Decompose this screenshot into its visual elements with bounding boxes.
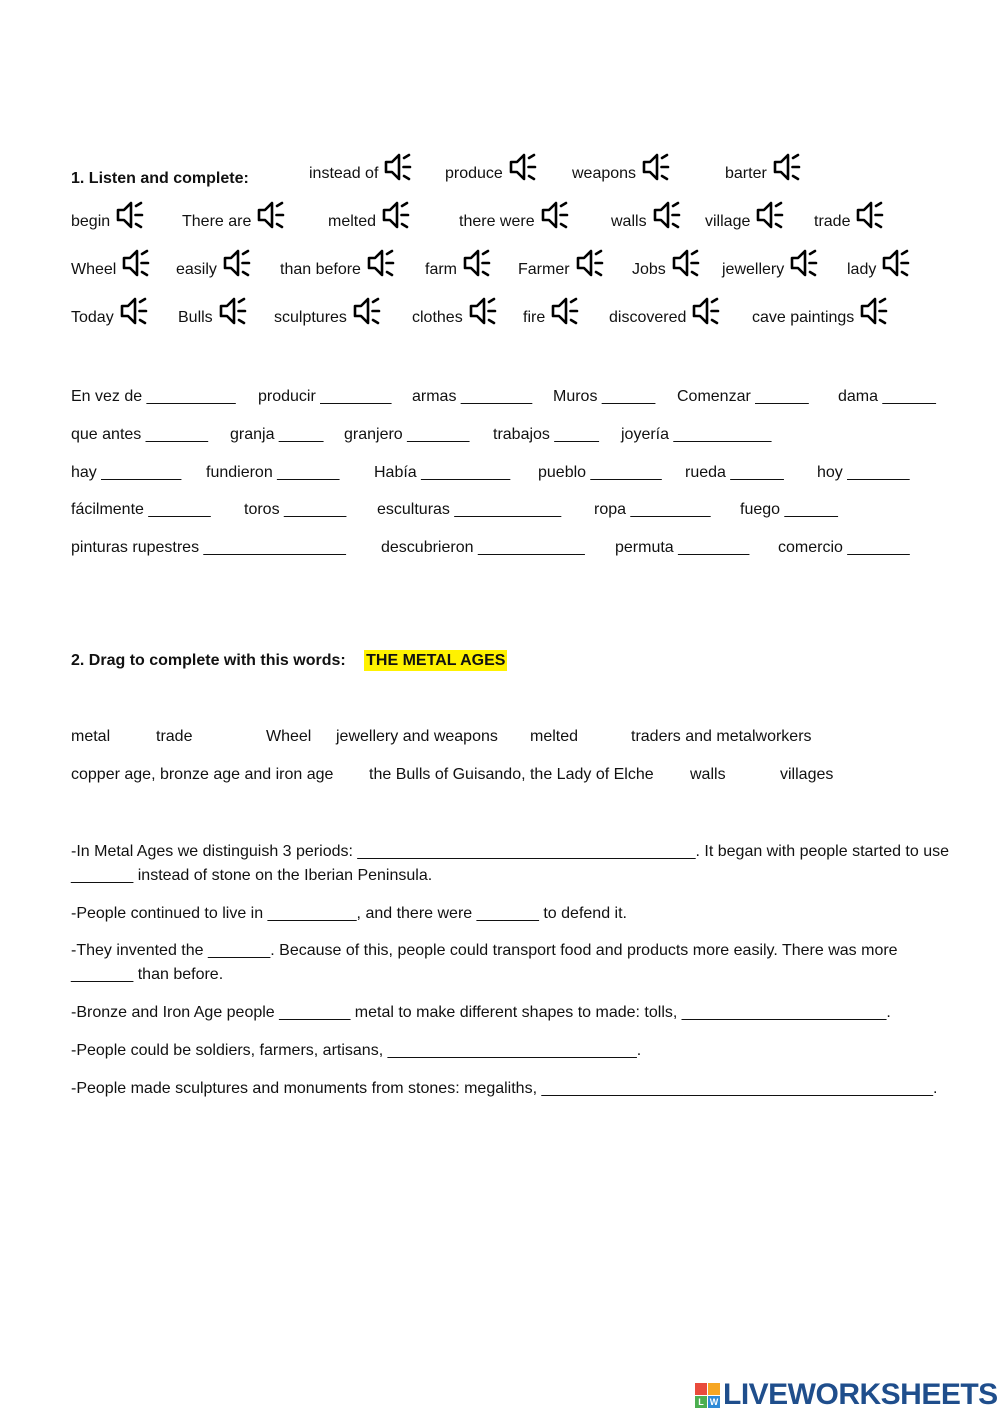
audio-word[interactable] [280,248,396,280]
audio-word[interactable] [71,248,151,280]
word-bank-row-1 [71,728,971,750]
speaker-icon[interactable] [772,152,802,182]
audio-word-label: clothes [412,309,463,326]
translation-blank[interactable]: que antes _______ [71,426,209,443]
translation-row-3 [71,464,971,486]
speaker-icon[interactable] [366,248,396,278]
audio-word-label: there were [459,213,535,230]
audio-word[interactable] [705,200,785,232]
translation-blank[interactable]: armas ________ [412,388,533,405]
translation-blank[interactable]: Había __________ [374,464,511,481]
speaker-icon[interactable] [855,200,885,230]
audio-word[interactable] [847,248,911,280]
speaker-icon[interactable] [881,248,911,278]
speaker-icon[interactable] [115,200,145,230]
translation-blank[interactable]: Muros ______ [553,388,656,405]
translation-row-1 [71,388,971,410]
audio-word[interactable] [412,296,498,328]
audio-word-label: Today [71,309,114,326]
speaker-icon[interactable] [508,152,538,182]
audio-word-label: Wheel [71,261,117,278]
audio-word[interactable] [178,296,248,328]
word-bank-item[interactable]: villages [780,766,834,783]
speaker-icon[interactable] [575,248,605,278]
speaker-icon[interactable] [218,296,248,326]
translation-blank[interactable]: permuta ________ [615,539,750,556]
translation-blank[interactable]: fuego ______ [740,501,838,518]
audio-word-label: barter [725,165,767,182]
audio-word-label: begin [71,213,111,230]
audio-word[interactable] [71,200,145,232]
translation-blank[interactable]: dama ______ [838,388,936,405]
audio-row-4 [71,296,971,336]
logo-mark-square [695,1383,707,1395]
speaker-icon[interactable] [755,200,785,230]
liveworksheets-logo [695,1378,998,1412]
translation-blank[interactable]: granjero _______ [344,426,470,443]
audio-word-label: farm [425,261,457,278]
section2-title: THE METAL AGES [366,652,506,669]
word-bank-item[interactable]: the Bulls of Guisando, the Lady of Elche [369,766,654,783]
audio-word-label: trade [814,213,851,230]
section2-header [71,652,507,670]
audio-word-label: melted [328,213,377,230]
translation-blank[interactable]: trabajos _____ [493,426,599,443]
word-bank-item[interactable]: melted [530,728,579,745]
translation-blank[interactable]: hay _________ [71,464,182,481]
speaker-icon[interactable] [671,248,701,278]
audio-word-label: Bulls [178,309,213,326]
audio-word[interactable] [814,200,885,232]
audio-word-label: than before [280,261,361,278]
audio-word[interactable] [722,248,819,280]
translation-blank[interactable]: toros _______ [244,501,347,518]
audio-word-label: cave paintings [752,309,855,326]
speaker-icon[interactable] [652,200,682,230]
audio-word[interactable] [71,296,149,328]
translation-row-4 [71,501,971,523]
logo-mark-square: W [709,1396,719,1407]
audio-word-label: sculptures [274,309,347,326]
audio-word[interactable] [425,248,492,280]
section2-heading: 2. Drag to complete with this words: [71,652,346,669]
audio-word[interactable] [518,248,605,280]
translation-blank[interactable]: hoy _______ [817,464,910,481]
audio-word-label: There are [182,213,252,230]
speaker-icon[interactable] [641,152,671,182]
sentence-3[interactable]: -They invented the _______. Because of this, people could transport food and products more easily. There was more _______ than before. [71,942,898,983]
translation-row-5 [71,539,971,561]
word-bank-item[interactable]: metal [71,728,111,745]
translation-blank[interactable]: esculturas ____________ [377,501,562,518]
audio-word-label: village [705,213,751,230]
translation-blank[interactable]: Comenzar ______ [677,388,809,405]
audio-word-label: Farmer [518,261,570,278]
logo-text: LIVEWORKSHEETS [723,1378,998,1411]
translation-blank[interactable]: pueblo ________ [538,464,662,481]
sentence-6[interactable]: -People made sculptures and monuments from stones: megaliths, ____________________________________________. [71,1080,938,1097]
audio-word[interactable] [459,200,570,232]
audio-word-label: discovered [609,309,687,326]
speaker-icon[interactable] [789,248,819,278]
translation-blank[interactable]: rueda ______ [685,464,784,481]
section1-heading: 1. Listen and complete: [71,170,249,187]
translation-blank[interactable]: En vez de __________ [71,388,236,405]
audio-word-label: fire [523,309,546,326]
speaker-icon[interactable] [121,248,151,278]
word-bank-item[interactable]: jewellery and weapons [336,728,498,745]
audio-word-label: lady [847,261,877,278]
speaker-icon[interactable] [468,296,498,326]
word-bank-row-2 [71,766,971,788]
translation-blank[interactable]: pinturas rupestres ________________ [71,539,346,556]
audio-row-2 [71,200,971,240]
sentence-1[interactable]: -In Metal Ages we distinguish 3 periods: ______________________________________. It began with people started to use _______ instead of stone on the Iberian Peninsula. [71,843,950,884]
audio-word-label: walls [611,213,647,230]
speaker-icon[interactable] [256,200,286,230]
translation-blank[interactable]: fundieron _______ [206,464,340,481]
translation-row-2 [71,426,971,448]
translation-blank[interactable]: producir ________ [258,388,392,405]
audio-word-label: Jobs [632,261,666,278]
logo-mark-square: L [695,1396,707,1408]
word-bank-item[interactable]: traders and metalworkers [631,728,812,745]
audio-word[interactable] [611,200,682,232]
audio-word-label: easily [176,261,217,278]
translation-blank[interactable]: fácilmente _______ [71,501,211,518]
speaker-icon[interactable] [352,296,382,326]
sentence-5[interactable]: -People could be soldiers, farmers, artisans, ____________________________. [71,1042,642,1059]
speaker-icon[interactable] [383,152,413,182]
speaker-icon[interactable] [462,248,492,278]
speaker-icon[interactable] [859,296,889,326]
audio-word-label: weapons [572,165,637,182]
audio-word[interactable] [176,248,252,280]
speaker-icon[interactable] [119,296,149,326]
speaker-icon[interactable] [540,200,570,230]
audio-word-label: jewellery [722,261,785,278]
audio-word[interactable] [523,296,580,328]
speaker-icon[interactable] [691,296,721,326]
audio-word[interactable] [445,152,538,184]
sentence-4[interactable]: -Bronze and Iron Age people ________ metal to make different shapes to made: tolls, _______________________. [71,1004,891,1021]
audio-word[interactable] [725,152,802,184]
translation-blank[interactable]: descubrieron ____________ [381,539,585,556]
audio-word[interactable] [328,200,411,232]
word-bank-item[interactable]: copper age, bronze age and iron age [71,766,334,783]
translation-blank[interactable]: granja _____ [230,426,324,443]
word-bank-item[interactable]: walls [690,766,726,783]
speaker-icon[interactable] [550,296,580,326]
audio-word-label: produce [445,165,503,182]
audio-word-label: instead of [309,165,379,182]
audio-row-1 [71,152,971,192]
word-bank-item[interactable]: Wheel [266,728,312,745]
audio-word[interactable] [182,200,286,232]
logo-mark-square [708,1383,720,1395]
word-bank-item[interactable]: trade [156,728,193,745]
audio-word[interactable] [752,296,889,328]
sentence-2[interactable]: -People continued to live in __________, and there were _______ to defend it. [71,905,627,922]
speaker-icon[interactable] [222,248,252,278]
logo-mark-icon [695,1383,720,1408]
audio-row-3 [71,248,971,288]
translation-blank[interactable]: joyería ___________ [621,426,772,443]
audio-word[interactable] [309,152,413,184]
audio-word[interactable] [572,152,671,184]
speaker-icon[interactable] [381,200,411,230]
translation-blank[interactable]: comercio _______ [778,539,910,556]
audio-word[interactable] [632,248,701,280]
translation-blank[interactable]: ropa _________ [594,501,711,518]
audio-word[interactable] [274,296,382,328]
audio-word[interactable] [609,296,721,328]
